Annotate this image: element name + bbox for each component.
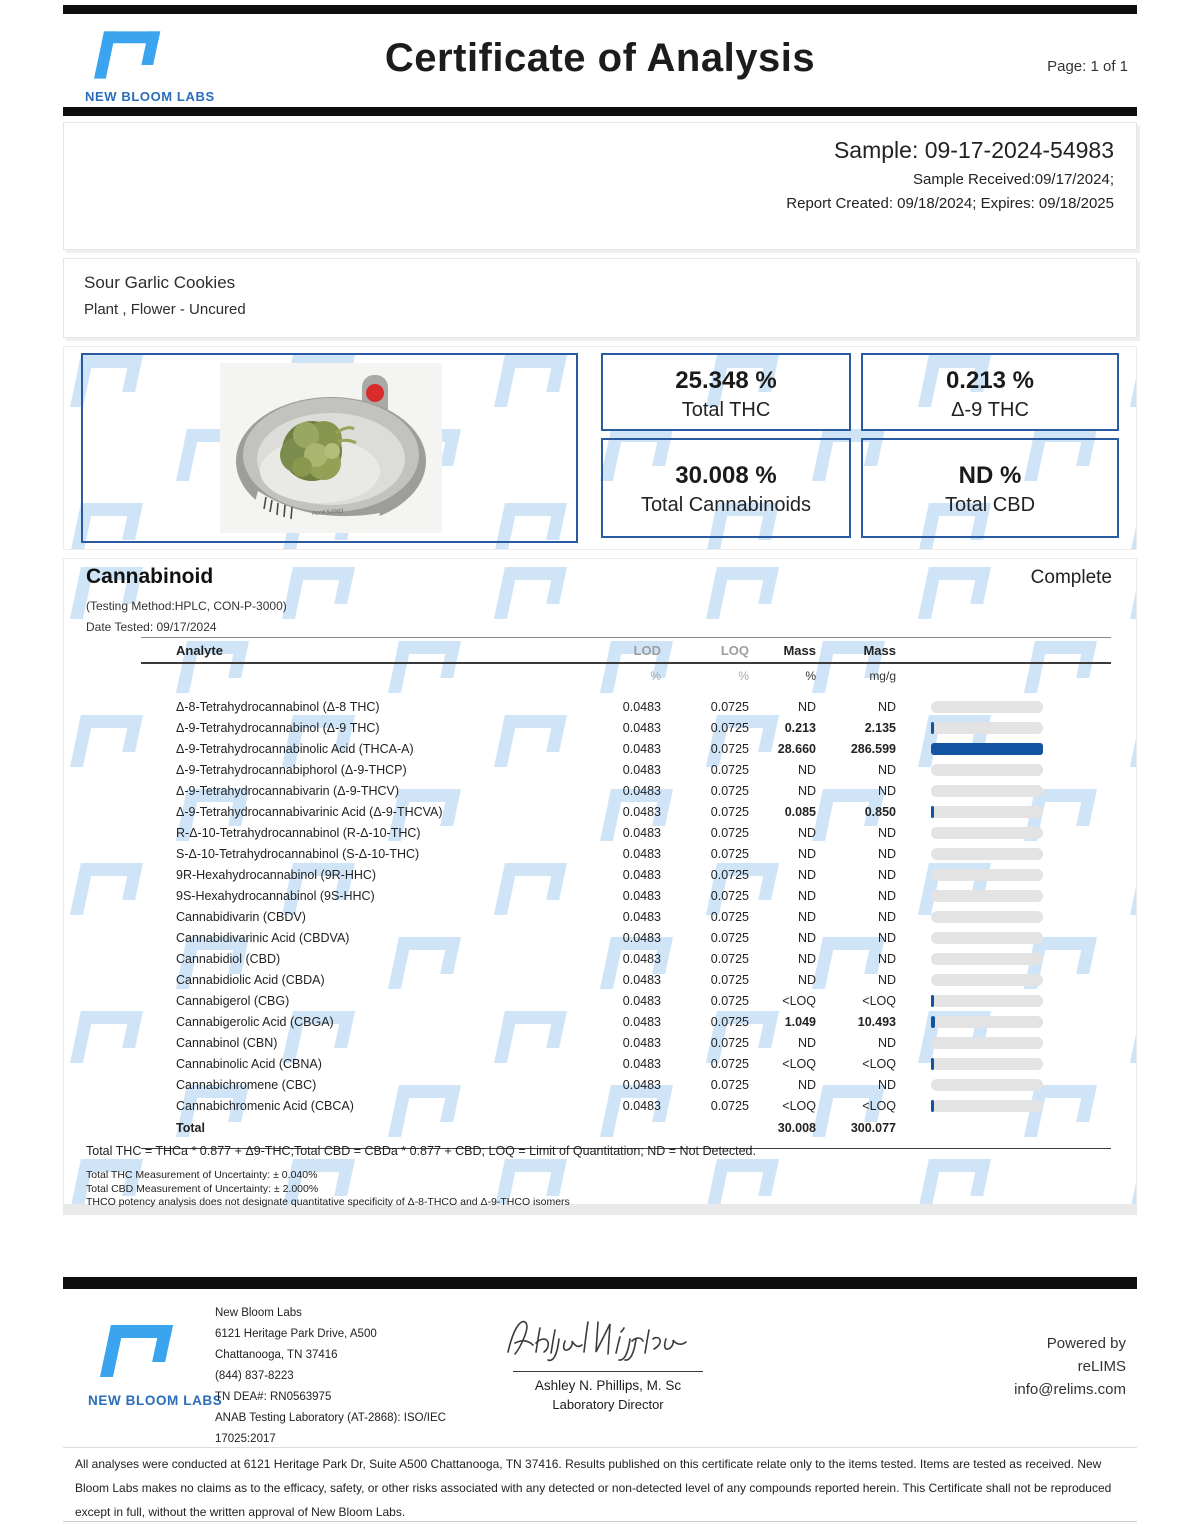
table-cell: 0.0483 — [622, 741, 661, 756]
mass-bar-track — [931, 911, 1043, 923]
footer-logo — [88, 1322, 222, 1408]
mass-bar-track — [931, 743, 1043, 755]
mass-bar-track — [931, 722, 1043, 734]
table-cell: 0.0483 — [622, 1035, 661, 1050]
table-cell: 0.0483 — [622, 972, 661, 987]
table-cell: S-Δ-10-Tetrahydrocannabinol (S-Δ-10-THC) — [176, 846, 420, 861]
signatory-name: Ashley N. Phillips, M. Sc — [534, 1378, 682, 1393]
mass-bar — [931, 995, 934, 1007]
table-units-row — [141, 664, 1111, 688]
table-cell: ND — [797, 867, 816, 882]
table-cell: 0.0725 — [710, 741, 749, 756]
table-cell: Cannabichromene (CBC) — [176, 1077, 317, 1092]
table-cell: ND — [877, 1077, 896, 1092]
total-mass-mgg: 300.077 — [850, 1121, 896, 1135]
mass-bar-track — [931, 785, 1043, 797]
unit-mass-mgg: mg/g — [869, 669, 896, 683]
table-cell: 0.0483 — [622, 762, 661, 777]
summary-band — [63, 346, 1137, 550]
total-thc-label: Total THC — [681, 399, 771, 421]
table-row — [141, 759, 1111, 780]
table-cell: Δ-8-Tetrahydrocannabinol (Δ-8 THC) — [176, 699, 380, 714]
table-row — [141, 843, 1111, 864]
mass-bar-track — [931, 1079, 1043, 1091]
table-cell: 0.0725 — [710, 1056, 749, 1071]
table-cell: 0.0483 — [622, 783, 661, 798]
calculation-footnote: Total THC = THCa * 0.877 + Δ9-THC;Total CBD = CBDa * 0.877 + CBD; LOQ = Limit of Quantitation; ND = Not Detected. — [86, 1144, 756, 1158]
table-cell: ND — [877, 762, 896, 777]
table-row — [141, 927, 1111, 948]
table-row — [141, 1032, 1111, 1053]
table-row — [141, 885, 1111, 906]
table-cell: 0.0725 — [710, 888, 749, 903]
table-cell: Cannabigerol (CBG) — [176, 993, 290, 1008]
col-analyte: Analyte — [176, 642, 223, 658]
mass-bar-track — [931, 869, 1043, 881]
unit-lod: % — [650, 669, 661, 683]
table-cell: ND — [797, 888, 816, 903]
table-cell: ND — [797, 783, 816, 798]
mass-bar-track — [931, 890, 1043, 902]
address-line: (844) 837-8223 — [215, 1370, 294, 1382]
signatory-title: Laboratory Director — [552, 1397, 664, 1412]
d9-thc-value: 0.213 % — [945, 367, 1035, 394]
table-cell: 0.0725 — [710, 867, 749, 882]
mass-bar — [931, 1016, 935, 1028]
disclaimer-text: All analyses were conducted at 6121 Heritage Park Dr, Suite A500 Chattanooga, TN 37416. Results published on this certificate relate only to the items tested. Items are tested as received. New Bloom Labs makes no claims as to the efficacy, safety, or other risks associated with any detected or non-detected level of any compounds reported herein. This Certificate shall not be reproduced except in full, without the written approval of New Bloom Labs. — [75, 1457, 1112, 1519]
unit-mass-pct: % — [805, 669, 816, 683]
date-tested: Date Tested: 09/17/2024 — [86, 620, 217, 634]
table-cell: Cannabidiolic Acid (CBDA) — [176, 972, 325, 987]
table-cell: 0.0725 — [710, 699, 749, 714]
table-cell: ND — [797, 930, 816, 945]
footer-logo-text: NEW BLOOM LABS — [88, 1393, 223, 1408]
table-cell: ND — [877, 825, 896, 840]
new-bloom-labs-logo-icon — [88, 1322, 174, 1382]
powered-by-brand: reLIMS — [1077, 1358, 1126, 1375]
table-cell: Δ-9-Tetrahydrocannabinol (Δ-9 THC) — [176, 720, 380, 735]
mass-bar-track — [931, 1100, 1043, 1112]
testing-method: (Testing Method:HPLC, CON-P-3000) — [86, 599, 287, 613]
table-cell: <LOQ — [862, 993, 896, 1008]
total-cannabinoids-label: Total Cannabinoids — [640, 494, 812, 516]
col-mass-mgg: Mass — [863, 642, 896, 658]
table-cell: Cannabinolic Acid (CBNA) — [176, 1056, 322, 1071]
mass-bar — [931, 1058, 934, 1070]
mass-bar — [931, 1100, 934, 1112]
table-cell: 0.213 — [784, 720, 816, 735]
sample-id: Sample: 09-17-2024-54983 — [833, 137, 1114, 163]
table-cell: <LOQ — [782, 993, 816, 1008]
mass-bar-track — [931, 932, 1043, 944]
table-cell: 0.0725 — [710, 1077, 749, 1092]
sample-info-section — [63, 122, 1137, 250]
cannabinoid-title: Cannabinoid — [86, 565, 214, 588]
page-number: Page: 1 of 1 — [1047, 58, 1128, 75]
mass-bar-track — [931, 1037, 1043, 1049]
table-cell: 0.0725 — [710, 1014, 749, 1029]
table-row — [141, 717, 1111, 738]
table-total-row — [141, 1116, 1111, 1140]
table-cell: ND — [877, 951, 896, 966]
table-cell: 0.0725 — [710, 1035, 749, 1050]
table-cell: Δ-9-Tetrahydrocannabinolic Acid (THCA-A) — [176, 741, 414, 756]
col-loq: LOQ — [720, 642, 749, 658]
powered-by-block — [1014, 1332, 1126, 1401]
table-cell: ND — [877, 867, 896, 882]
cannabinoid-table — [141, 637, 1111, 1149]
address-line: TN DEA#: RN0563975 — [215, 1391, 332, 1403]
table-cell: 0.0725 — [710, 783, 749, 798]
table-cell: Cannabigerolic Acid (CBGA) — [176, 1014, 334, 1029]
table-row — [141, 801, 1111, 822]
table-cell: 0.0725 — [710, 930, 749, 945]
note-line: Total THC Measurement of Uncertainty: ± 0.040% — [86, 1169, 318, 1181]
product-type: Plant , Flower - Uncured — [84, 301, 246, 318]
total-cannabinoids-box — [601, 438, 851, 538]
product-name: Sour Garlic Cookies — [84, 273, 236, 292]
table-cell: Cannabinol (CBN) — [176, 1035, 278, 1050]
table-row — [141, 738, 1111, 759]
d9-thc-box — [861, 353, 1119, 431]
signature-image — [498, 1310, 698, 1364]
table-row — [141, 1011, 1111, 1032]
table-cell: 0.0483 — [622, 1056, 661, 1071]
bottom-rule — [63, 1521, 1137, 1522]
table-cell: ND — [797, 972, 816, 987]
col-lod: LOD — [633, 642, 661, 658]
sample-photo-box — [81, 353, 578, 543]
mass-bar — [931, 743, 1043, 755]
uncertainty-notes — [86, 1169, 570, 1210]
lab-address — [215, 1303, 446, 1450]
table-cell: 0.0483 — [622, 867, 661, 882]
table-cell: ND — [797, 699, 816, 714]
mass-bar-track — [931, 974, 1043, 986]
table-row — [141, 696, 1111, 717]
table-cell: 0.0483 — [622, 909, 661, 924]
table-cell: ND — [797, 762, 816, 777]
table-cell: Δ-9-Tetrahydrocannabiphorol (Δ-9-THCP) — [176, 762, 407, 777]
total-mass-pct: 30.008 — [777, 1121, 816, 1135]
address-line: 6121 Heritage Park Drive, A500 — [215, 1328, 377, 1340]
table-cell: <LOQ — [862, 1056, 896, 1071]
product-info-section — [63, 258, 1137, 338]
table-cell: 0.0483 — [622, 951, 661, 966]
mass-bar-track — [931, 1058, 1043, 1070]
table-row — [141, 948, 1111, 969]
table-header-row — [141, 637, 1111, 664]
table-cell: 0.0725 — [710, 993, 749, 1008]
note-line: THCO potency analysis does not designate quantitative specificity of Δ-8-THCO and Δ-9-THCO isomers — [86, 1196, 570, 1208]
table-cell: 28.660 — [777, 741, 816, 756]
header-rule — [63, 107, 1137, 116]
table-cell: <LOQ — [862, 1098, 896, 1113]
table-cell: 0.0483 — [622, 930, 661, 945]
table-cell: 0.0725 — [710, 804, 749, 819]
table-cell: ND — [797, 909, 816, 924]
mass-bar-track — [931, 827, 1043, 839]
mass-bar-track — [931, 953, 1043, 965]
total-cbd-label: Total CBD — [944, 494, 1036, 516]
table-cell: 0.0725 — [710, 972, 749, 987]
mass-bar-track — [931, 806, 1043, 818]
table-cell: ND — [877, 972, 896, 987]
table-cell: 0.0483 — [622, 888, 661, 903]
mass-bar-track — [931, 701, 1043, 713]
table-cell: ND — [797, 951, 816, 966]
table-cell: 286.599 — [850, 741, 896, 756]
top-rule — [63, 5, 1137, 14]
table-cell: 0.850 — [864, 804, 896, 819]
note-line: Total CBD Measurement of Uncertainty: ± 2.000% — [86, 1182, 319, 1195]
table-cell: 0.0483 — [622, 699, 661, 714]
table-row — [141, 906, 1111, 927]
total-thc-value: 25.348 % — [675, 367, 777, 394]
mass-bar-track — [931, 764, 1043, 776]
table-cell: ND — [797, 1077, 816, 1092]
address-line: 17025:2017 — [215, 1433, 276, 1445]
mass-bar-track — [931, 995, 1043, 1007]
table-row — [141, 780, 1111, 801]
table-cell: ND — [877, 1035, 896, 1050]
table-cell: 0.0725 — [710, 909, 749, 924]
svg-text:Acc# 54983: Acc# 54983 — [311, 508, 344, 517]
unit-loq: % — [738, 669, 749, 683]
total-cbd-value: ND % — [958, 462, 1022, 489]
table-cell: 0.0725 — [710, 846, 749, 861]
table-cell: Cannabidivarinic Acid (CBDVA) — [176, 930, 350, 945]
table-row — [141, 822, 1111, 843]
address-line: New Bloom Labs — [215, 1307, 302, 1319]
total-cbd-box — [861, 438, 1119, 538]
cannabinoid-table-body — [141, 696, 1111, 1116]
table-row — [141, 1074, 1111, 1095]
table-cell: ND — [877, 930, 896, 945]
table-cell: 0.0483 — [622, 804, 661, 819]
table-cell: 10.493 — [857, 1014, 896, 1029]
table-cell: Δ-9-Tetrahydrocannabivarinic Acid (Δ-9-THCVA) — [176, 804, 443, 819]
mass-bar-track — [931, 1016, 1043, 1028]
sample-photo — [220, 363, 442, 533]
table-cell: Cannabichromenic Acid (CBCA) — [176, 1098, 354, 1113]
table-cell: 0.0725 — [710, 720, 749, 735]
table-cell: R-Δ-10-Tetrahydrocannabinol (R-Δ-10-THC) — [176, 825, 421, 840]
header-logo-text: NEW BLOOM LABS — [85, 89, 215, 104]
table-cell: <LOQ — [782, 1056, 816, 1071]
table-row — [141, 1095, 1111, 1116]
powered-by-email: info@relims.com — [1014, 1381, 1126, 1398]
report-created: Report Created: 09/18/2024; Expires: 09/18/2025 — [786, 195, 1114, 212]
table-cell: <LOQ — [782, 1098, 816, 1113]
sample-received: Sample Received:09/17/2024; — [913, 171, 1114, 188]
cannabinoid-status: Complete — [1030, 567, 1112, 588]
table-cell: 0.0725 — [710, 825, 749, 840]
table-cell: ND — [877, 909, 896, 924]
table-cell: 9R-Hexahydrocannabinol (9R-HHC) — [176, 867, 377, 882]
table-row — [141, 864, 1111, 885]
table-cell: 0.0725 — [710, 951, 749, 966]
table-cell: 0.0725 — [710, 762, 749, 777]
table-cell: Cannabidiol (CBD) — [176, 951, 281, 966]
col-mass-pct: Mass — [783, 642, 816, 658]
footer-rule — [63, 1277, 1137, 1289]
table-cell: ND — [877, 783, 896, 798]
d9-thc-label: Δ-9 THC — [951, 399, 1029, 421]
page-title: Certificate of Analysis — [384, 36, 816, 80]
table-cell: ND — [877, 699, 896, 714]
table-cell: ND — [877, 888, 896, 903]
table-cell: 0.0483 — [622, 1098, 661, 1113]
table-cell: ND — [797, 825, 816, 840]
table-cell: 0.085 — [784, 804, 816, 819]
table-cell: 0.0483 — [622, 846, 661, 861]
table-cell: 0.0483 — [622, 825, 661, 840]
disclaimer-top-rule — [63, 1447, 1137, 1448]
table-row — [141, 969, 1111, 990]
mass-bar — [931, 722, 934, 734]
table-cell: 1.049 — [784, 1014, 816, 1029]
table-cell: ND — [877, 846, 896, 861]
table-cell: 0.0483 — [622, 1077, 661, 1092]
table-cell: 0.0483 — [622, 993, 661, 1008]
total-label: Total — [176, 1121, 205, 1135]
table-cell: ND — [797, 846, 816, 861]
address-line: ANAB Testing Laboratory (AT-2868): ISO/IEC — [215, 1412, 446, 1424]
table-cell: 0.0725 — [710, 1098, 749, 1113]
table-cell: 0.0483 — [622, 720, 661, 735]
table-row — [141, 990, 1111, 1011]
mass-bar — [931, 806, 934, 818]
table-cell: 9S-Hexahydrocannabinol (9S-HHC) — [176, 888, 375, 903]
table-cell: Δ-9-Tetrahydrocannabivarin (Δ-9-THCV) — [176, 783, 400, 798]
table-row — [141, 1053, 1111, 1074]
signature-line — [513, 1371, 703, 1372]
table-cell: Cannabidivarin (CBDV) — [176, 909, 306, 924]
signature-block — [498, 1310, 718, 1412]
cannabinoid-panel — [63, 558, 1137, 1215]
table-cell: 2.135 — [864, 720, 896, 735]
powered-by-label: Powered by — [1046, 1335, 1126, 1352]
mass-bar-track — [931, 848, 1043, 860]
total-thc-box — [601, 353, 851, 431]
address-line: Chattanooga, TN 37416 — [215, 1349, 338, 1361]
table-cell: ND — [797, 1035, 816, 1050]
table-cell: 0.0483 — [622, 1014, 661, 1029]
total-cannabinoids-value: 30.008 % — [675, 462, 777, 489]
